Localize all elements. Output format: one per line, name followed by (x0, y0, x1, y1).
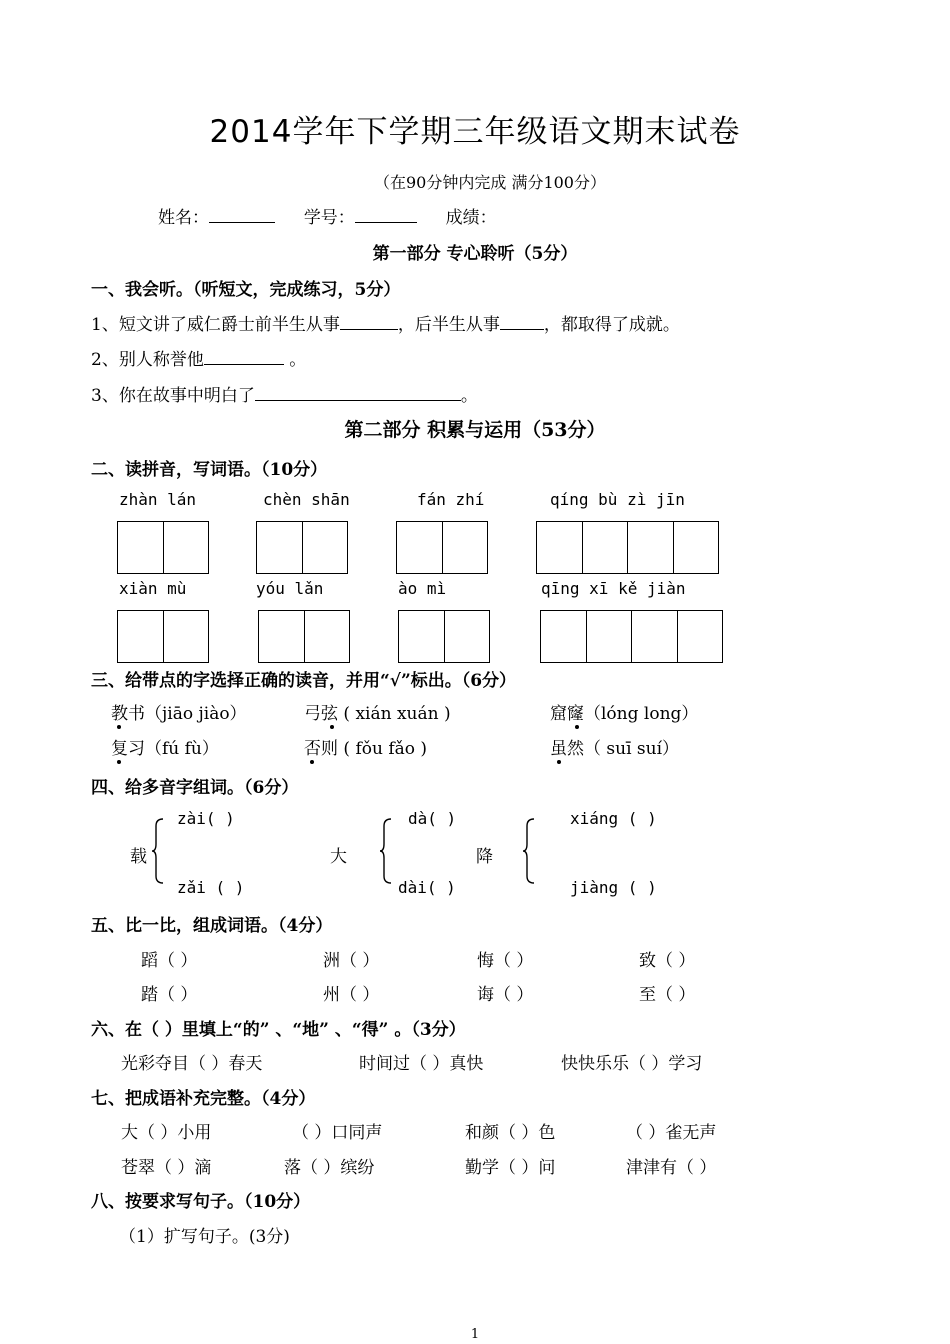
grid-cell[interactable] (399, 611, 445, 662)
answer-grid[interactable] (256, 521, 348, 574)
polyphone-char: 大 (330, 847, 347, 867)
answer-grid[interactable] (398, 610, 490, 663)
q3-item: 否则 ( fǒu fǎo ) (304, 739, 428, 759)
compare-item: 蹈（ ） (141, 951, 198, 971)
student-info (158, 203, 497, 228)
answer-grid[interactable] (258, 610, 350, 663)
q1-line2 (91, 345, 306, 370)
pinyin-answer: dài( ) (398, 878, 456, 897)
q4-heading: 四、给多音字组词。（6分） (91, 778, 299, 798)
pinyin-item: fán zhí (417, 490, 485, 509)
q1-line2-text-b: 。 (283, 350, 307, 370)
emphasis-dot (575, 725, 579, 729)
q1-line3 (91, 381, 478, 406)
q3-item: 教书（jiāo jiào） (111, 704, 247, 724)
grid-cell[interactable] (443, 522, 489, 573)
q3-item: 虽然（ suī suí） (550, 739, 680, 759)
idiom-item: （ ）雀无声 (626, 1123, 717, 1143)
q7-heading: 七、把成语补充完整。（4分） (91, 1089, 316, 1109)
grid-cell[interactable] (164, 611, 210, 662)
emphasis-dot (310, 760, 314, 764)
grid-cell[interactable] (305, 611, 351, 662)
q1-line3-text-b: 。 (460, 386, 478, 406)
emphasis-dot (117, 760, 121, 764)
grid-cell[interactable] (164, 522, 210, 573)
idiom-item: （ ）口同声 (292, 1123, 383, 1143)
idiom-item: 津津有（ ） (626, 1158, 717, 1178)
brace-icon (152, 818, 164, 884)
q1-line1-text-a: 1、短文讲了威仁爵士前半生从事 (91, 315, 340, 335)
pinyin-item: qíng bù zì jīn (550, 490, 685, 509)
q2-heading: 二、读拼音，写词语。（10分） (91, 460, 328, 480)
q1-line1-text-c: ，都取得了成就。 (543, 315, 680, 335)
answer-grid[interactable] (396, 521, 488, 574)
q1-blank-2[interactable] (500, 312, 544, 330)
idiom-item: 和颜（ ）色 (465, 1123, 556, 1143)
polyphone-char: 降 (476, 847, 493, 867)
q5-heading: 五、比一比，组成词语。（4分） (91, 916, 333, 936)
page-number: 1 (470, 1327, 480, 1342)
grid-cell[interactable] (118, 611, 164, 662)
emphasis-dot (330, 725, 334, 729)
fill-item: 光彩夺目（ ）春天 (121, 1054, 263, 1074)
grid-cell[interactable] (587, 611, 633, 662)
grid-cell[interactable] (537, 522, 583, 573)
idiom-item: 落（ ）缤纷 (284, 1158, 375, 1178)
answer-grid[interactable] (117, 610, 209, 663)
pinyin-answer: dà( ) (408, 809, 457, 828)
grid-cell[interactable] (445, 611, 491, 662)
name-blank[interactable] (209, 205, 275, 223)
subtitle: （在90分钟内完成 满分100分） (374, 173, 606, 192)
compare-item: 踏（ ） (141, 985, 198, 1005)
q3-item: 窟窿（lóng long） (550, 704, 699, 724)
grid-cell[interactable] (303, 522, 349, 573)
brace-icon (380, 818, 392, 884)
q1-blank-3[interactable] (204, 347, 284, 365)
q1-line3-text-a: 3、你在故事中明白了 (91, 386, 255, 406)
pinyin-answer: jiàng ( ) (570, 878, 657, 897)
grid-cell[interactable] (632, 611, 678, 662)
q1-blank-4[interactable] (255, 383, 461, 401)
pinyin-item: xiàn mù (119, 579, 187, 598)
answer-grid[interactable] (540, 610, 723, 663)
grid-cell[interactable] (678, 611, 724, 662)
grid-cell[interactable] (541, 611, 587, 662)
compare-item: 至（ ） (639, 985, 696, 1005)
idiom-item: 大（ ）小用 (121, 1123, 212, 1143)
q1-heading: 一、我会听。（听短文，完成练习，5分） (91, 280, 401, 300)
q1-line1-text-b: ，后半生从事 (397, 315, 500, 335)
idiom-item: 苍翠（ ）滴 (121, 1158, 212, 1178)
pinyin-item: chèn shān (263, 490, 350, 509)
pinyin-item: zhàn lán (119, 490, 197, 509)
q1-line1 (91, 310, 680, 335)
brace-icon (523, 818, 535, 884)
grid-cell[interactable] (118, 522, 164, 573)
q1-line2-text-a: 2、别人称誉他 (91, 350, 204, 370)
pinyin-answer: xiáng ( ) (570, 809, 657, 828)
compare-item: 州（ ） (323, 985, 380, 1005)
emphasis-dot (117, 725, 121, 729)
name-label: 姓名： (158, 208, 209, 228)
q6-heading: 六、在（ ）里填上“的” 、“地” 、“得” 。（3分） (91, 1020, 466, 1040)
pinyin-item: qīng xī kě jiàn (541, 579, 686, 598)
grid-cell[interactable] (583, 522, 629, 573)
q8-heading: 八、按要求写句子。（10分） (91, 1192, 311, 1212)
grid-cell[interactable] (259, 611, 305, 662)
pinyin-item: yóu lǎn (256, 579, 324, 598)
compare-item: 诲（ ） (477, 985, 534, 1005)
q3-item: 复习（fú fù） (111, 739, 219, 759)
fill-item: 快快乐乐（ ）学习 (561, 1054, 703, 1074)
grid-cell[interactable] (397, 522, 443, 573)
answer-grid[interactable] (536, 521, 719, 574)
q3-item: 弓弦 ( xián xuán ) (304, 704, 451, 724)
q1-blank-1[interactable] (340, 312, 398, 330)
part1-heading: 第一部分 专心聆听（5分） (372, 244, 578, 264)
grid-cell[interactable] (257, 522, 303, 573)
grid-cell[interactable] (674, 522, 720, 573)
pinyin-answer: zài( ) (177, 809, 235, 828)
page-title: 2014学年下学期三年级语文期末试卷 (209, 114, 741, 150)
q8-subitem: （1）扩写句子。(3分) (119, 1227, 290, 1247)
part2-heading: 第二部分 积累与运用（53分） (344, 419, 606, 441)
fill-item: 时间过（ ）真快 (359, 1054, 484, 1074)
pinyin-item: ào mì (398, 579, 447, 598)
q3-heading: 三、给带点的字选择正确的读音，并用“√”标出。（6分） (91, 671, 517, 691)
id-blank[interactable] (355, 205, 417, 223)
polyphone-char: 载 (130, 847, 147, 867)
answer-grid[interactable] (117, 521, 209, 574)
emphasis-dot (557, 760, 561, 764)
id-label: 学号： (303, 208, 355, 228)
compare-item: 悔（ ） (477, 951, 534, 971)
score-label: 成绩： (445, 208, 497, 228)
compare-item: 致（ ） (639, 951, 696, 971)
idiom-item: 勤学（ ）问 (465, 1158, 556, 1178)
compare-item: 洲（ ） (323, 951, 380, 971)
pinyin-answer: zǎi ( ) (177, 878, 245, 897)
grid-cell[interactable] (628, 522, 674, 573)
